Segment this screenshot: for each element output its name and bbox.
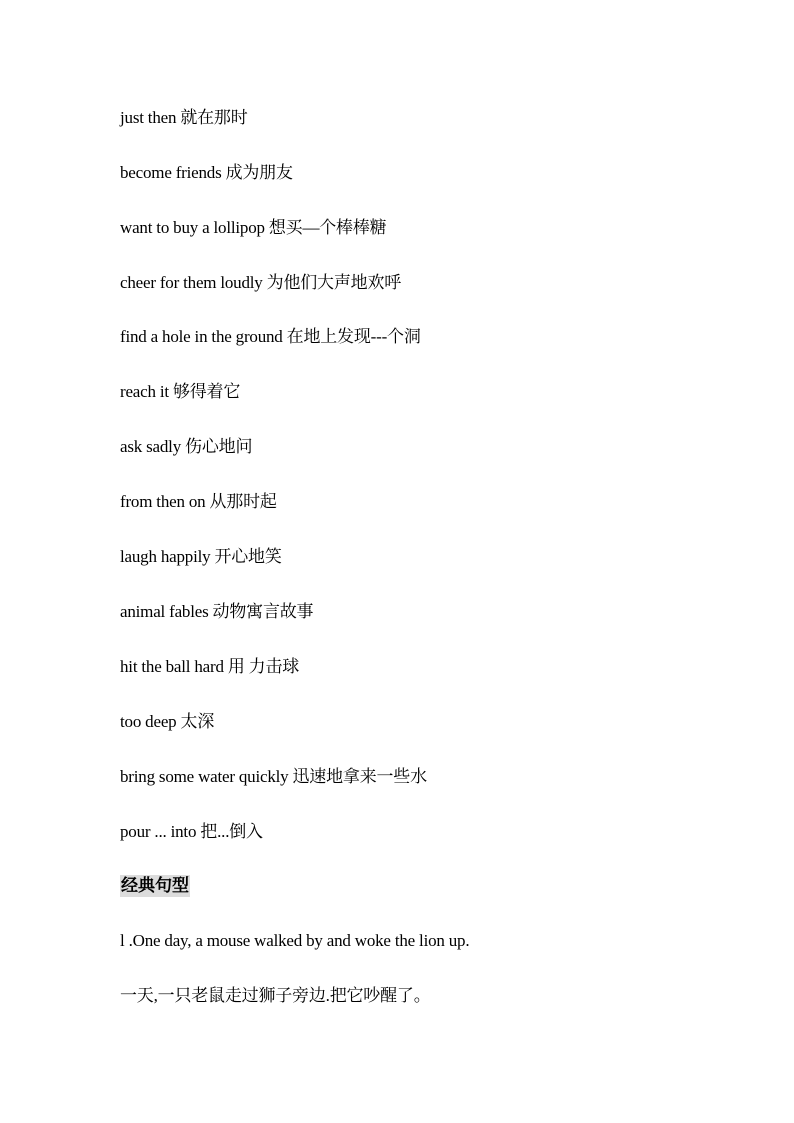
phrase-line: bring some water quickly 迅速地拿来一些水 xyxy=(120,767,427,786)
phrase-line: find a hole in the ground 在地上发现---个洞 xyxy=(120,327,421,346)
phrase-line: laugh happily 开心地笑 xyxy=(120,547,282,566)
phrase-line: reach it 够得着它 xyxy=(120,382,241,401)
phrase-line: ask sadly 伤心地问 xyxy=(120,437,253,456)
phrase-line: animal fables 动物寓言故事 xyxy=(120,602,314,621)
phrase-line: hit the ball hard 用 力击球 xyxy=(120,657,300,676)
phrase-line: cheer for them loudly 为他们大声地欢呼 xyxy=(120,273,402,292)
phrase-line: pour ... into 把...倒入 xyxy=(120,822,263,841)
example-sentence-chinese: 一天,一只老鼠走过狮子旁边.把它吵醒了。 xyxy=(120,986,431,1005)
phrase-line: want to buy a lollipop 想买—个棒棒糖 xyxy=(120,218,387,237)
phrase-line: from then on 从那时起 xyxy=(120,492,277,511)
phrase-line: just then 就在那时 xyxy=(120,108,248,127)
section-heading: 经典句型 xyxy=(121,876,189,895)
example-sentence-english: l .One day, a mouse walked by and woke the lion up. xyxy=(120,931,470,950)
phrase-line: become friends 成为朋友 xyxy=(120,163,293,182)
phrase-line: too deep 太深 xyxy=(120,712,215,731)
